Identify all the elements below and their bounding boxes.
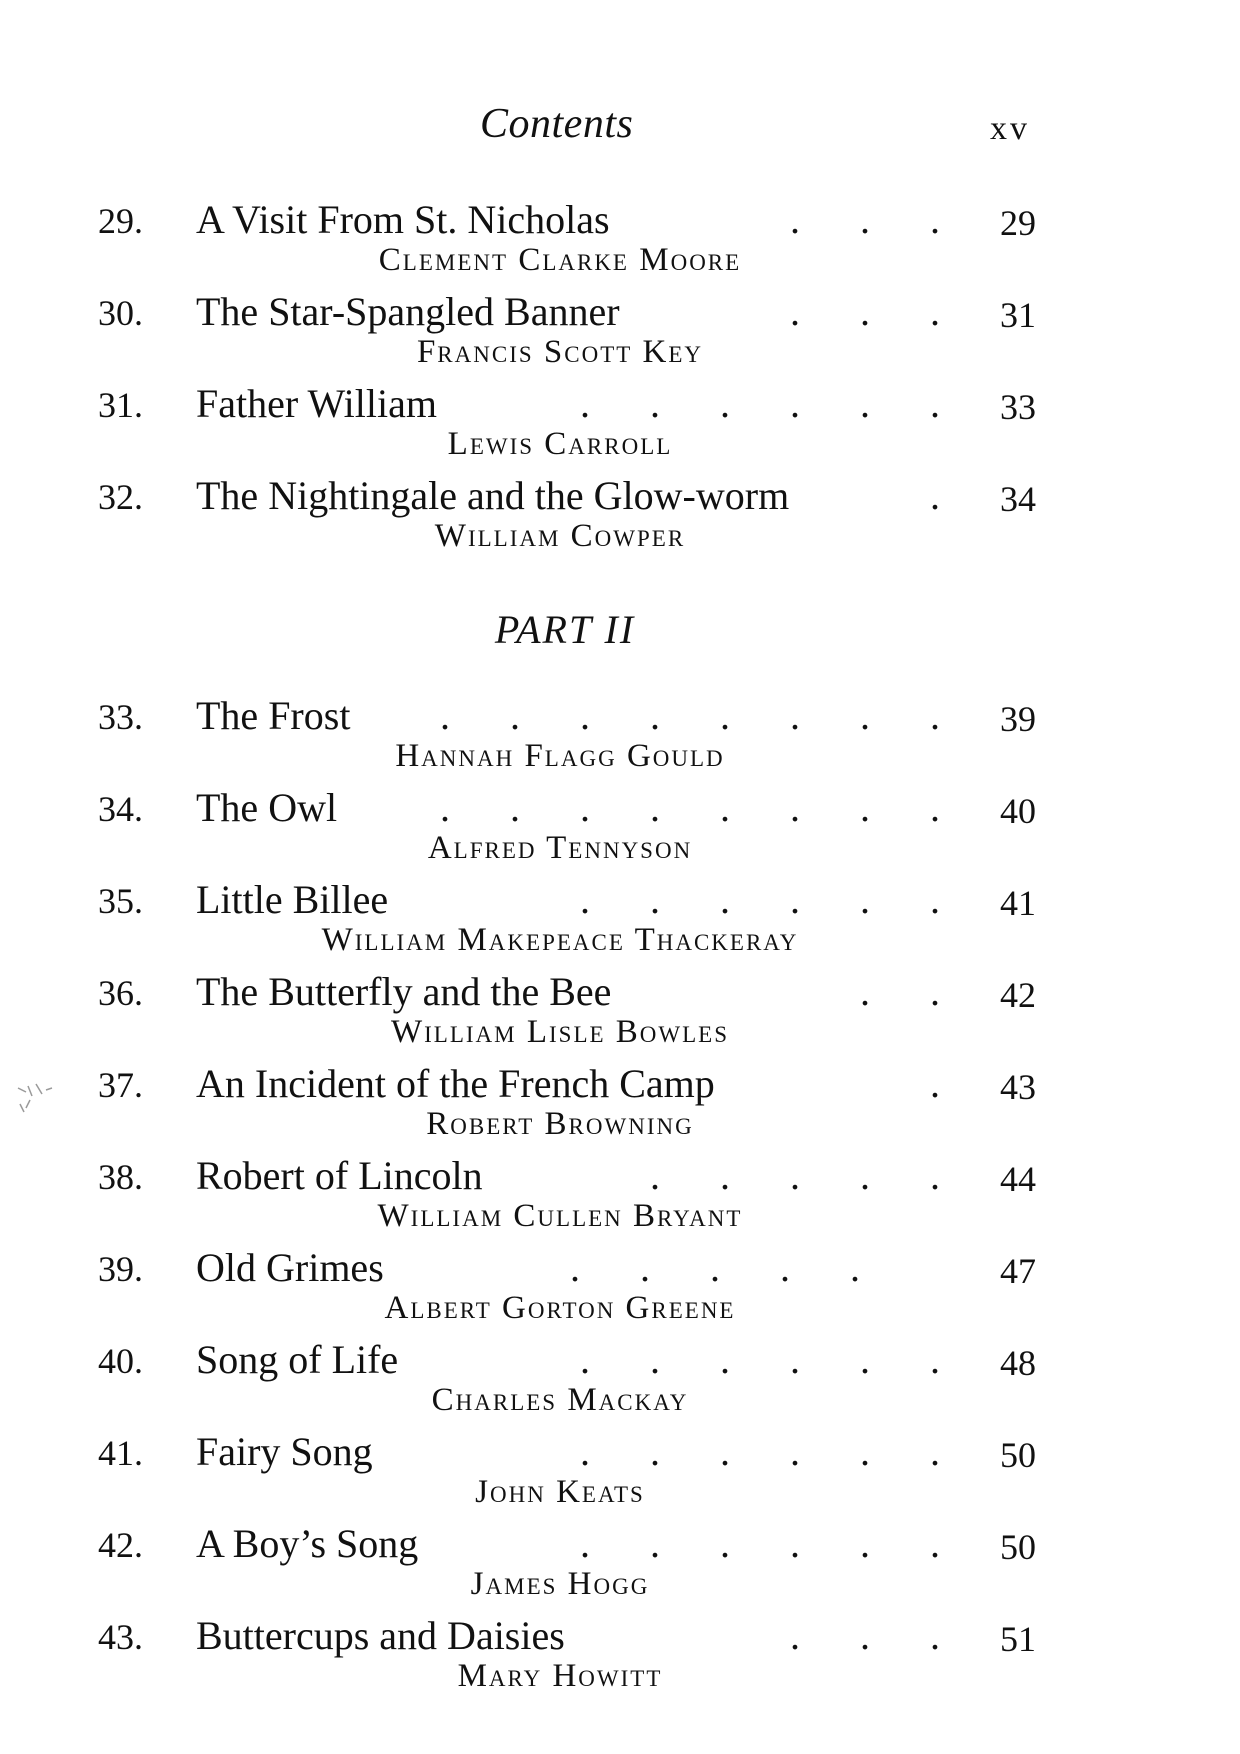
entry-page: 43 xyxy=(1000,1067,1036,1107)
toc-entry xyxy=(0,1520,1240,1612)
entry-number: 36. xyxy=(98,973,143,1013)
entry-number: 39. xyxy=(98,1249,143,1289)
entry-author: William Cullen Bryant xyxy=(377,1198,743,1234)
entry-page: 41 xyxy=(1000,883,1036,923)
dot-leader: . . . . . . xyxy=(550,877,940,922)
entry-page: 34 xyxy=(1000,479,1036,519)
entry-number: 33. xyxy=(98,697,143,737)
toc-entry xyxy=(0,380,1240,472)
toc-entry xyxy=(0,1152,1240,1244)
entry-author: William Cowper xyxy=(434,518,686,554)
contents-list-part-two xyxy=(0,692,1240,1704)
entry-page: 42 xyxy=(1000,975,1036,1015)
entry-number: 42. xyxy=(98,1525,143,1565)
toc-entry xyxy=(0,876,1240,968)
entry-page: 39 xyxy=(1000,699,1036,739)
entry-author: Albert Gorton Greene xyxy=(384,1290,736,1326)
entry-title: Father William xyxy=(196,381,437,426)
entry-number: 35. xyxy=(98,881,143,921)
entry-page: 48 xyxy=(1000,1343,1036,1383)
toc-entry xyxy=(0,784,1240,876)
dot-leader: . . . . . xyxy=(620,1153,940,1198)
contents-list-part-one xyxy=(0,196,1240,564)
toc-entry xyxy=(0,1612,1240,1704)
entry-number: 31. xyxy=(98,385,143,425)
entry-page: 51 xyxy=(1000,1619,1036,1659)
entry-author: Alfred Tennyson xyxy=(427,830,693,866)
entry-title: The Star-Spangled Banner xyxy=(196,289,620,334)
dot-leader: . . xyxy=(820,969,940,1014)
toc-entry xyxy=(0,968,1240,1060)
dot-leader: . xyxy=(890,1061,940,1106)
toc-entry xyxy=(0,1428,1240,1520)
entry-author: John Keats xyxy=(475,1474,645,1510)
entry-author: Clement Clarke Moore xyxy=(378,242,742,278)
dot-leader: . . . . . . . . xyxy=(430,693,940,738)
entry-number: 43. xyxy=(98,1617,143,1657)
dot-leader: . . . xyxy=(780,197,940,242)
entry-title: A Boy’s Song xyxy=(196,1521,419,1566)
toc-entry xyxy=(0,1060,1240,1152)
entry-page: 50 xyxy=(1000,1435,1036,1475)
toc-entry xyxy=(0,472,1240,564)
dot-leader: . . . . . . xyxy=(560,1521,940,1566)
part-heading: PART II xyxy=(494,607,636,652)
dot-leader: . xyxy=(920,473,940,518)
entry-author: Francis Scott Key xyxy=(416,334,704,370)
entry-title: Fairy Song xyxy=(196,1429,373,1474)
entry-title: Buttercups and Daisies xyxy=(196,1613,565,1658)
entry-page: 33 xyxy=(1000,387,1036,427)
entry-page: 31 xyxy=(1000,295,1036,335)
running-title: Contents xyxy=(480,101,634,147)
entry-title: The Owl xyxy=(196,785,338,830)
dot-leader: . . . . . . xyxy=(550,1337,940,1382)
entry-title: Robert of Lincoln xyxy=(196,1153,483,1198)
running-head xyxy=(0,100,1240,160)
entry-page: 29 xyxy=(1000,203,1036,243)
entry-title: Song of Life xyxy=(196,1337,399,1382)
toc-entry xyxy=(0,692,1240,784)
dot-leader: . . . . . . . . xyxy=(420,785,940,830)
entry-page: 50 xyxy=(1000,1527,1036,1567)
entry-number: 38. xyxy=(98,1157,143,1197)
toc-entry xyxy=(0,1244,1240,1336)
entry-page: 47 xyxy=(1000,1251,1036,1291)
dot-leader: . . . . . xyxy=(540,1245,940,1290)
toc-entry xyxy=(0,288,1240,380)
entry-title: The Frost xyxy=(196,693,351,738)
entry-number: 37. xyxy=(98,1065,143,1105)
entry-page: 40 xyxy=(1000,791,1036,831)
entry-title: The Nightingale and the Glow-worm xyxy=(196,473,790,518)
margin-pencil-mark-icon xyxy=(12,1078,60,1118)
page-number: xv xyxy=(990,110,1030,147)
entry-author: Charles Mackay xyxy=(431,1382,689,1418)
toc-entry xyxy=(0,1336,1240,1428)
entry-author: Hannah Flagg Gould xyxy=(395,738,725,774)
entry-number: 29. xyxy=(98,201,143,241)
entry-author: Robert Browning xyxy=(426,1106,694,1142)
dot-leader: . . . . . . xyxy=(550,1429,940,1474)
entry-title: An Incident of the French Camp xyxy=(196,1061,715,1106)
entry-author: James Hogg xyxy=(470,1566,650,1602)
entry-title: Little Billee xyxy=(196,877,389,922)
entry-number: 30. xyxy=(98,293,143,333)
entry-author: Mary Howitt xyxy=(457,1658,663,1694)
entry-number: 32. xyxy=(98,477,143,517)
entry-title: A Visit From St. Nicholas xyxy=(196,197,610,242)
entry-page: 44 xyxy=(1000,1159,1036,1199)
entry-author: Lewis Carroll xyxy=(447,426,673,462)
dot-leader: . . . xyxy=(780,289,940,334)
entry-number: 41. xyxy=(98,1433,143,1473)
entry-author: William Lisle Bowles xyxy=(390,1014,730,1050)
entry-number: 34. xyxy=(98,789,143,829)
entry-title: Old Grimes xyxy=(196,1245,384,1290)
dot-leader: . . . . . . xyxy=(570,381,940,426)
entry-title: The Butterfly and the Bee xyxy=(196,969,612,1014)
dot-leader: . . . xyxy=(760,1613,940,1658)
entry-number: 40. xyxy=(98,1341,143,1381)
toc-entry xyxy=(0,196,1240,288)
entry-author: William Makepeace Thackeray xyxy=(321,922,799,958)
